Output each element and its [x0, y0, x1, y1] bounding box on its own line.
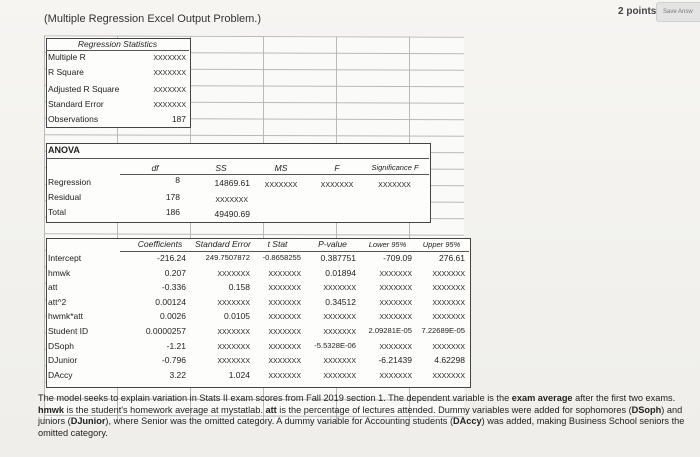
desc-bold-hmwk: hmwk — [38, 404, 65, 415]
desc-text: is the percentage of lectures attended. Dummy variables were added for sophomores ( — [276, 404, 632, 415]
coef-cell: XXXXXXX — [323, 329, 356, 336]
coef-cell: -709.09 — [383, 253, 412, 263]
stat-value-r-square: XXXXXXX — [153, 70, 186, 77]
coef-cell: XXXXXXX — [432, 372, 465, 380]
coef-cell: XXXXXXX — [268, 270, 301, 278]
coef-cell: 1.024 — [228, 369, 250, 380]
desc-text: The model seeks to explain variation in Stats II exam scores from Fall 2019 section 1. The dependent variable is the — [38, 393, 512, 403]
coef-cell: -0.336 — [161, 282, 186, 293]
desc-text: ) was added, making Business School seniors the omitted category. — [38, 416, 685, 438]
coef-cell: 0.0000257 — [145, 326, 186, 336]
anova-df-regression: 8 — [175, 175, 180, 185]
desc-text: ) and juniors ( — [38, 404, 683, 427]
desc-bold-djunior: DJunior — [70, 416, 106, 427]
anova-header-df: df — [151, 163, 159, 173]
stat-value-multiple-r: XXXXXXX — [153, 55, 186, 62]
coef-cell: -216.24 — [157, 253, 186, 263]
coef-cell: XXXXXXX — [217, 270, 250, 278]
coef-cell: XXXXXXX — [323, 358, 356, 366]
stat-label-r-square: R Square — [48, 67, 84, 77]
anova-label-residual: Residual — [48, 192, 82, 202]
anova-ms-regression: XXXXXXX — [264, 182, 298, 189]
coef-header-coefficients: Coefficients — [137, 239, 183, 249]
anova-sig-regression: XXXXXXX — [378, 182, 411, 189]
coef-header-p-value: P-value — [318, 239, 347, 249]
coef-cell: 249.7507872 — [205, 253, 250, 262]
desc-bold-att: att — [265, 404, 277, 415]
desc-text: ), where Senior was the omitted category. A dummy variable for Accounting students ( — [105, 416, 453, 427]
coef-cell: 4.62298 — [434, 355, 465, 366]
coef-row-label: Intercept — [48, 253, 82, 263]
coef-cell: 2.09281E-05 — [368, 326, 412, 335]
coef-cell: 0.387751 — [320, 253, 356, 263]
coef-row-label: DSoph — [48, 340, 74, 351]
problem-title: (Multiple Regression Excel Output Problem.) — [44, 13, 262, 25]
stat-label-multiple-r: Multiple R — [48, 52, 86, 62]
coef-row-label: DJunior — [48, 355, 78, 366]
anova-ss-total: 49490.69 — [214, 209, 250, 219]
coef-cell: 0.207 — [164, 267, 186, 278]
coef-cell: XXXXXXX — [323, 314, 356, 322]
stat-value-adjusted-r-square: XXXXXXX — [153, 87, 186, 94]
coef-cell: XXXXXXX — [217, 358, 250, 366]
coef-row-label: hmwk — [48, 267, 71, 278]
stat-label-observations: Observations — [48, 114, 99, 124]
coef-cell: 276.61 — [439, 253, 465, 263]
anova-f-regression: XXXXXXX — [320, 182, 354, 189]
coef-row-label: hwmk*att — [48, 311, 83, 322]
coef-cell: XXXXXXX — [379, 299, 412, 307]
coef-header-t-stat: t Stat — [267, 239, 288, 249]
coef-row-label: Student ID — [48, 326, 89, 336]
coef-cell: XXXXXXX — [432, 285, 465, 293]
coef-cell: 0.01894 — [325, 267, 356, 278]
coef-cell: -6.21439 — [378, 355, 412, 366]
coef-row-label: att^2 — [48, 296, 67, 307]
coef-cell: XXXXXXX — [379, 285, 412, 293]
coef-cell: -0.796 — [161, 355, 186, 366]
anova-title: ANOVA — [48, 145, 80, 155]
coef-cell: XXXXXXX — [217, 329, 250, 336]
coef-cell: XXXXXXX — [268, 285, 301, 293]
coef-cell: 0.00124 — [155, 296, 186, 307]
save-answer-button[interactable]: Save Answ — [656, 2, 700, 22]
anova-label-total: Total — [48, 207, 66, 217]
stat-label-adjusted-r-square: Adjusted R Square — [48, 84, 120, 94]
desc-bold-dsoph: DSoph — [631, 404, 662, 415]
coef-cell: -5.5328E-06 — [314, 340, 356, 350]
coef-cell: XXXXXXX — [323, 285, 356, 293]
stat-value-standard-error: XXXXXXX — [153, 102, 186, 109]
coef-cell: XXXXXXX — [379, 314, 412, 322]
coef-cell: 7.22689E-05 — [421, 326, 465, 335]
coef-cell: XXXXXXX — [432, 314, 465, 322]
coef-header-standard-error: Standard Error — [195, 239, 251, 249]
coef-header-lower-95: Lower 95% — [368, 240, 407, 249]
stat-value-observations: 187 — [171, 114, 186, 124]
anova-ss-regression: 14869.61 — [214, 178, 250, 188]
coef-cell: XXXXXXX — [379, 372, 412, 380]
anova-header-ms: MS — [274, 163, 288, 173]
anova-header-f: F — [334, 163, 340, 173]
coef-cell: 0.158 — [228, 282, 250, 293]
anova-df-total: 186 — [165, 207, 180, 217]
desc-bold-exam-average: exam average — [511, 393, 573, 403]
coef-header-upper-95: Upper 95% — [422, 240, 461, 249]
coef-cell: XXXXXXX — [268, 372, 301, 380]
coef-row-label: att — [48, 282, 58, 293]
coef-cell: XXXXXXX — [379, 343, 412, 351]
coef-cell: XXXXXXX — [268, 299, 301, 307]
coef-cell: XXXXXXX — [268, 358, 301, 366]
regression-statistics-title: Regression Statistics — [77, 39, 158, 49]
coef-cell: -1.21 — [166, 340, 186, 351]
coef-cell: XXXXXXX — [268, 343, 301, 351]
coef-cell: XXXXXXX — [432, 299, 465, 307]
coef-row-label: DAccy — [48, 369, 73, 380]
coef-cell: XXXXXXX — [217, 299, 250, 307]
coef-cell: XXXXXXX — [268, 329, 301, 336]
anova-header-ss: SS — [215, 163, 227, 173]
anova-ss-residual: XXXXXXX — [215, 197, 248, 204]
coef-cell: -0.8658255 — [262, 253, 301, 262]
desc-bold-daccy: DAccy — [453, 416, 482, 427]
coef-cell: 0.34512 — [325, 296, 356, 307]
coef-cell: 3.22 — [169, 369, 186, 380]
stat-label-standard-error: Standard Error — [48, 99, 104, 109]
coef-cell: XXXXXXX — [217, 343, 250, 351]
coef-cell: 0.0026 — [160, 311, 186, 322]
model-description — [38, 393, 688, 439]
coef-cell: XXXXXXX — [268, 314, 301, 322]
coef-cell: 0.0105 — [224, 311, 250, 322]
anova-label-regression: Regression — [48, 177, 91, 187]
coef-cell: XXXXXXX — [432, 343, 465, 351]
anova-header-significance-f: Significance F — [371, 163, 419, 172]
coef-cell: XXXXXXX — [379, 270, 412, 278]
anova-df-residual: 178 — [165, 192, 180, 202]
desc-text: after the first two exams. — [572, 393, 676, 403]
coef-cell: XXXXXXX — [432, 270, 465, 278]
coef-cell: XXXXXXX — [323, 372, 356, 380]
desc-text: is the student's homework average at mystatlab. — [64, 404, 266, 415]
points-label: 2 points — [618, 6, 657, 17]
